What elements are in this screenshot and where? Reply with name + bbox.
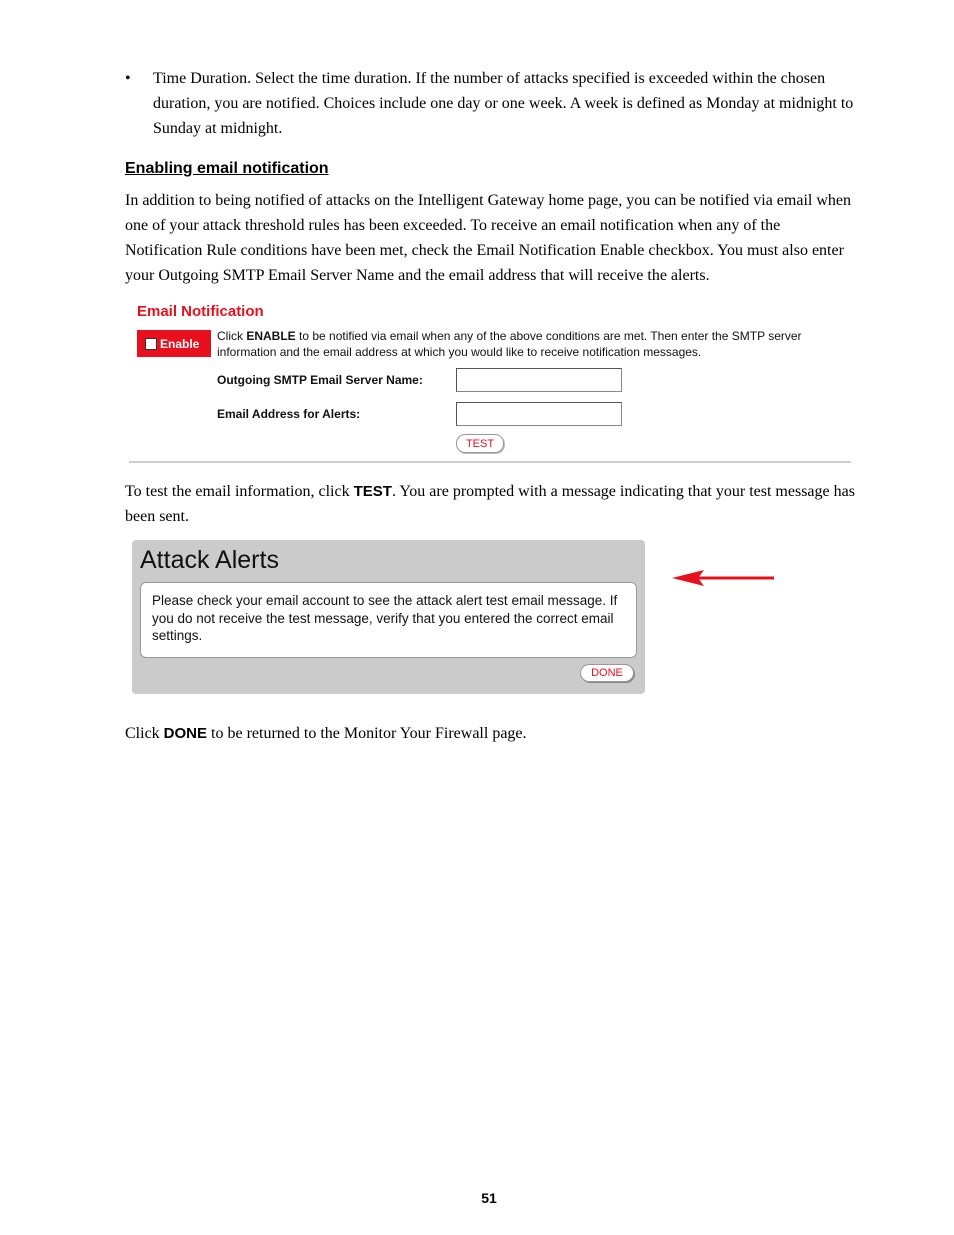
checkbox-icon[interactable] [145,338,157,350]
paragraph-done [125,721,855,746]
red-arrow-left-icon [670,566,776,590]
desc-suffix: to be notified via email when any of the above conditions are met. Then enter the SMTP server information and the email address at which you would like to receive notification messages. [217,329,802,359]
alert-email-input[interactable] [456,402,622,426]
smtp-server-input[interactable] [456,368,622,392]
email-notification-title: Email Notification [137,303,264,320]
bullet-time-duration: Time Duration. Select the time duration. If the number of attacks specified is exceeded within the chosen duration, you are notified. Choices include one day or one week. A week is defined as Monday at midnight to Sunday at midnight. [153,70,854,137]
alert-email-label: Email Address for Alerts: [217,407,361,421]
paragraph-test [125,479,855,529]
enable-label: Enable [160,336,200,351]
enable-checkbox[interactable] [137,330,211,357]
para-done-bold: DONE [163,725,208,742]
desc-bold-enable: ENABLE [246,329,296,343]
smtp-server-label: Outgoing SMTP Email Server Name: [217,373,423,387]
attack-alerts-title: Attack Alerts [140,546,279,574]
bullet-marker: • [125,70,131,87]
email-notification-description [217,328,837,360]
para-done-suffix: to be returned to the Monitor Your Firewall page. [207,725,527,742]
test-button[interactable]: TEST [456,434,504,453]
para-test-prefix: To test the email information, click [125,483,354,500]
section-divider [129,461,851,463]
para-test-bold: TEST [353,483,392,500]
section-heading: Enabling email notification [125,160,329,177]
para-done-prefix: Click [125,725,164,742]
attack-alerts-message: Please check your email account to see the attack alert test email message. If you do not receive the test message, verify that you entered the correct email settings. [152,593,618,643]
page-number: 51 [481,1190,497,1206]
para-test-suffix: . You are prompted with a message indicating that your test message has been sent. [125,483,855,525]
done-button[interactable]: DONE [580,664,634,682]
desc-prefix: Click [217,329,247,343]
paragraph-email-intro: In addition to being notified of attacks on the Intelligent Gateway home page, you can be notified via email when one of your attack threshold rules has been exceeded. To receive an email notification when any of the Notification Rule conditions have been met, check the Email Notification Enable checkbox. You must also enter your Outgoing SMTP Email Server Name and the email address that will receive the alerts. [125,192,851,284]
